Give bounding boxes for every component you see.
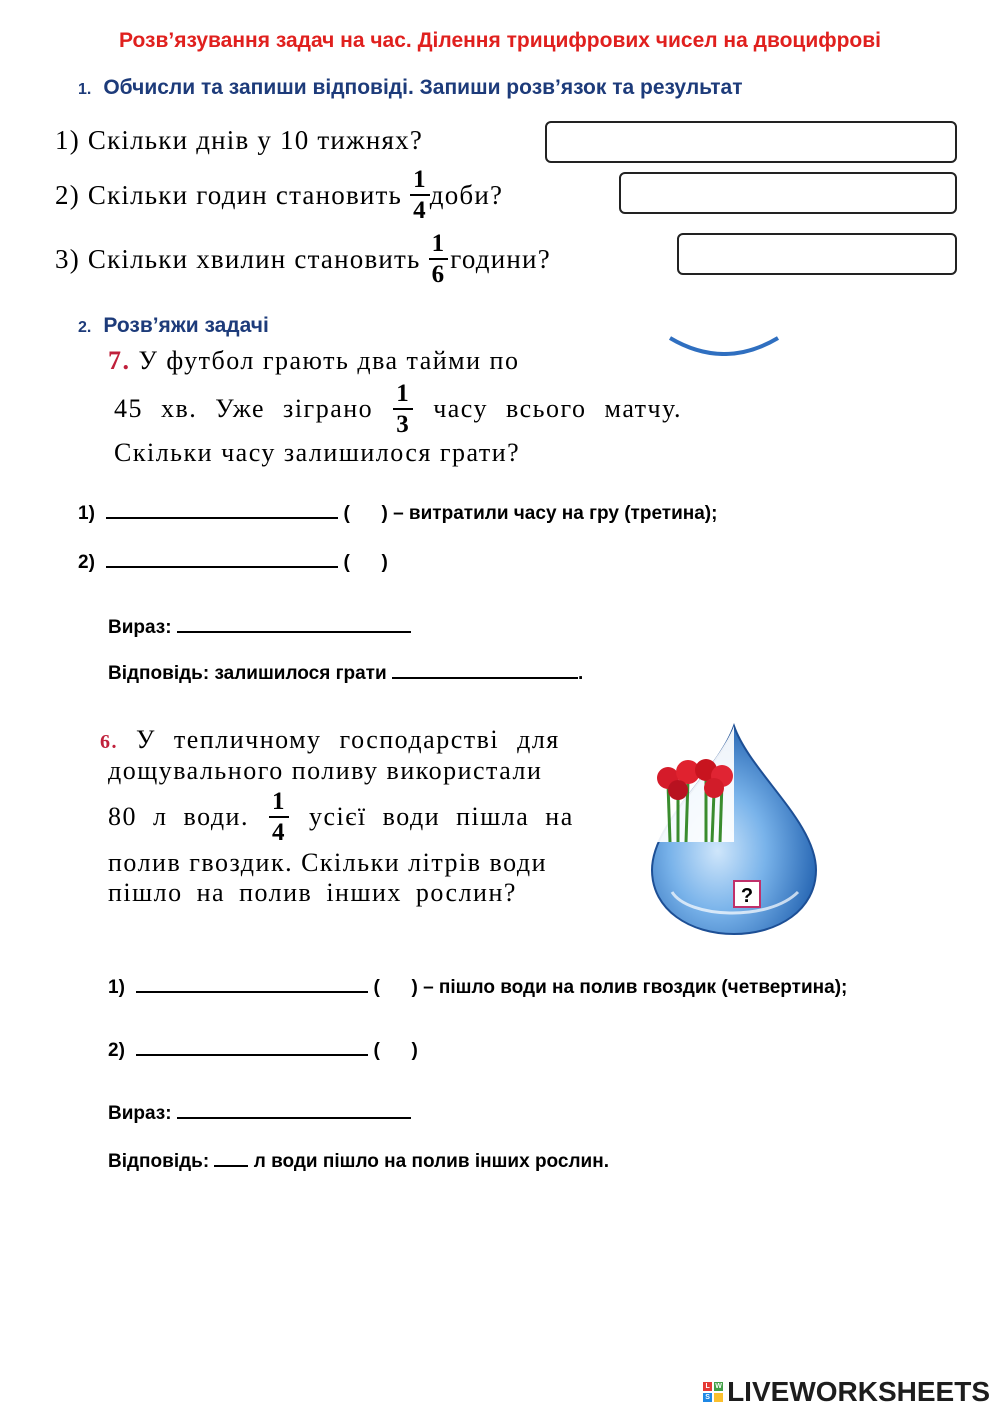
section-1-title: Обчисли та запиши відповіді. Запиши розв’язок та результат [103,76,743,99]
fraction-numerator: 1 [429,231,449,260]
problem-1-text-1: У футбол грають два тайми по [138,346,520,375]
blank-parentheses[interactable]: ( ) [343,552,388,573]
logo-letter: W [715,1383,722,1390]
logo-letter: S [703,1393,712,1402]
logo-icon [703,1382,723,1402]
problem-1-answer [108,663,583,685]
blank-line[interactable] [106,517,338,519]
section-2-title: Розв’яжи задачі [103,314,269,337]
section-1-heading [78,76,743,100]
problem-2-line-1 [100,725,560,755]
step-label: 2) [108,1040,125,1061]
problem-2-text-3b: усієї води пішла на [308,802,574,831]
question-mark: ? [740,885,754,907]
question-2-text-end: доби? [429,179,504,210]
answer-rest: л води пішло на полив інших рослин. [253,1151,609,1172]
problem-1-text-2b: часу всього матчу. [433,394,683,423]
expression-label: Вираз: [108,1103,172,1124]
problem-2-line-4: полив гвоздик. Скільки літрів води [108,848,548,877]
page-title: Розв’язування задач на час. Ділення трицифрових чисел на двоцифрові [118,29,882,52]
expression-blank[interactable] [177,1117,411,1119]
answer-box-3[interactable] [677,233,957,275]
water-drop-illustration [648,722,820,938]
fraction-one-quarter [269,789,289,845]
step-note: – витратили часу на гру (третина); [393,503,718,524]
problem-2-answer [108,1151,609,1173]
step-note: – пішло води на полив гвоздик (четвертина); [423,977,848,998]
blank-line[interactable] [106,566,338,568]
expression-label: Вираз: [108,617,172,638]
problem-2-expression [108,1103,411,1125]
blank-parentheses[interactable]: ( ) [373,977,418,998]
problem-1-marker: 7. [108,346,131,375]
question-2-label: 2) [55,179,80,210]
question-2 [55,164,503,226]
fraction-denominator: 6 [431,261,446,288]
logo-letter: L [703,1382,712,1391]
step-label: 1) [108,977,125,998]
step-label: 2) [78,552,95,573]
section-1-number: 1. [78,81,92,98]
problem-2-line-5: пішло на полив інших рослин? [108,878,517,907]
answer-end: . [577,663,584,684]
problem-2-text-1: У тепличному господарстві для [136,725,560,754]
question-3-text: Скільки хвилин становить [87,243,421,274]
problem-2-step-2 [108,1040,418,1062]
problem-1-line-3: Скільки часу залишилося грати? [114,438,521,467]
problem-2-line-2: дощувального поливу використали [108,756,543,785]
fraction-numerator: 1 [410,167,430,196]
problem-2-line-3 [108,786,574,848]
logo-block [714,1393,723,1402]
problem-2-marker: 6. [100,731,118,753]
problem-2-text-3a: 80 л води. [108,802,249,831]
problem-1-expression [108,617,411,639]
question-3 [55,228,551,290]
problem-1-line-1 [108,346,519,376]
answer-label: Відповідь: [108,1151,210,1172]
fraction-one-sixth [429,231,449,287]
answer-box-2[interactable] [619,172,957,214]
step-label: 1) [78,503,95,524]
section-2-number: 2. [78,319,92,336]
problem-1-line-2 [114,378,682,440]
answer-label: Відповідь: залишилося грати [108,663,387,684]
fraction-numerator: 1 [393,381,413,410]
section-2-heading [78,314,269,338]
blank-line[interactable] [136,1054,368,1056]
problem-1-step-2 [78,552,388,574]
fraction-denominator: 4 [271,819,286,846]
problem-2-step-1 [108,977,847,999]
expression-blank[interactable] [177,631,411,633]
question-2-text: Скільки годин становить [87,179,403,210]
question-1-label: 1) [55,125,80,155]
fraction-denominator: 3 [396,411,411,438]
decorative-arc [668,336,780,356]
answer-blank[interactable] [214,1165,248,1167]
question-3-label: 3) [55,243,80,274]
blank-parentheses[interactable]: ( ) [343,503,388,524]
fraction-one-quarter [410,167,430,223]
blank-parentheses[interactable]: ( ) [373,1040,418,1061]
logo-text: LIVEWORKSHEETS [727,1376,990,1407]
answer-blank[interactable] [392,677,578,679]
answer-box-1[interactable] [545,121,957,163]
blank-line[interactable] [136,991,368,993]
question-1 [55,125,423,156]
problem-1-step-1 [78,503,717,525]
liveworksheets-logo [703,1376,990,1408]
fraction-one-third [393,381,413,437]
fraction-numerator: 1 [269,789,289,818]
question-3-text-end: години? [450,243,551,274]
problem-1-text-2a: 45 хв. Уже зіграно [114,394,374,423]
question-1-text: Скільки днів у 10 тижнях? [87,125,424,155]
fraction-denominator: 4 [413,197,427,224]
